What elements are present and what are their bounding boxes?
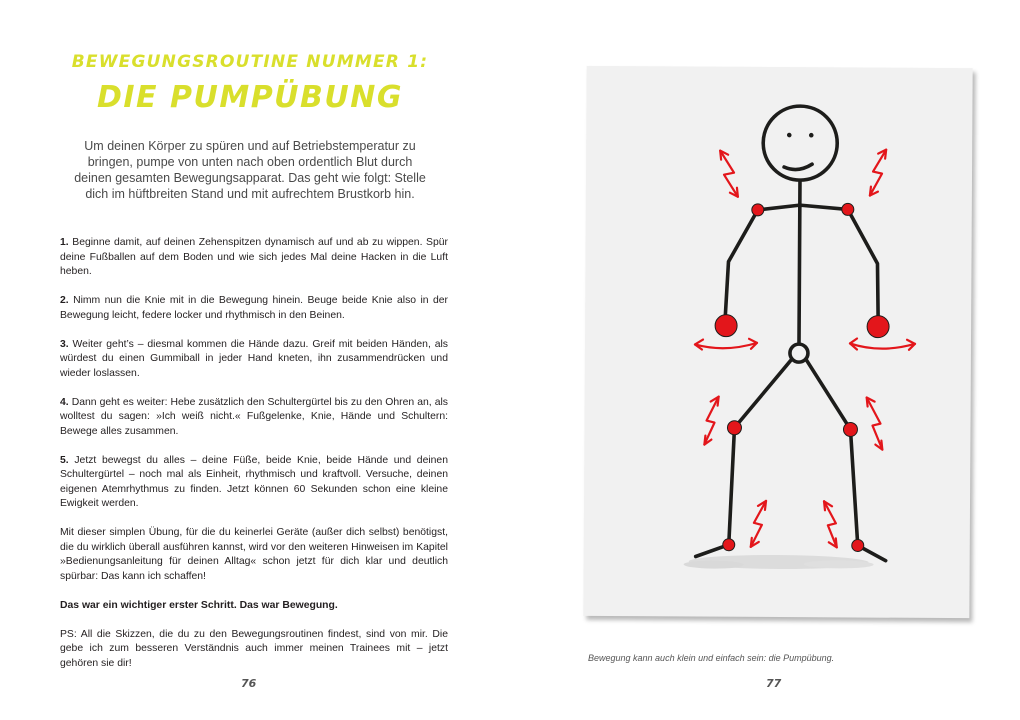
- left-knee-arrow: [704, 397, 718, 445]
- right-page: [510, 0, 1020, 720]
- joint-markers: [714, 203, 890, 552]
- step-number: 4.: [60, 396, 69, 408]
- step-number: 3.: [60, 338, 69, 350]
- left-shoulder-joint: [752, 204, 764, 216]
- eyes: [787, 133, 814, 138]
- right-knee-arrow: [866, 398, 882, 450]
- left-knee: [727, 421, 741, 435]
- right-ankle-arrow: [824, 501, 837, 547]
- smile: [784, 164, 812, 170]
- stick-figure-illustration: [583, 66, 972, 618]
- step-text: Beginne damit, auf deinen Zehenspitzen dynamisch auf und ab zu wippen. Spür deine Fußballen auf dem Boden und wie sich jedes Mal deine Hacken in die Luft heben.: [60, 237, 448, 277]
- step-text: Jetzt bewegst du alles – deine Füße, beide Knie, beide Hände und deinen Schultergürtel – noch mal als Einheit, rhythmisch und kraftvoll. Versuche, deinen eigenen Atemrhythmus zu finden. Jetzt können 60 Sekunden schon eine kleine Ewigkeit werden.: [60, 454, 448, 509]
- step-number: 1.: [60, 237, 69, 248]
- step-number: 5.: [60, 454, 69, 466]
- page-title: DIE PUMPÜBUNG: [96, 80, 403, 115]
- page-number-right: 77: [766, 677, 782, 690]
- intro-paragraph: Um deinen Körper zu spüren und auf Betriebstemperatur zu bringen, pumpe von unten nach oben ordentlich Blut durch deinen gesamten Bewegungsapparat. Das geht wie folgt: Stelle dich im hüftbreiten Stand und mit aufrechtem Brustkorb hin.: [74, 139, 426, 201]
- body-text: [60, 236, 448, 686]
- shoulders: [758, 205, 848, 211]
- page-number-left: 76: [241, 677, 257, 690]
- right-arm: [847, 209, 879, 319]
- ps-note: PS: All die Skizzen, die du zu den Bewegungsroutinen findest, sind von mir. Die gebe ich zum besseren Verständnis auch immer meinen Trainees mit – jetzt gehören sie dir!: [60, 628, 448, 669]
- right-shoulder-joint: [842, 203, 854, 215]
- right-ankle: [852, 539, 864, 551]
- step-text: Dann geht es weiter: Hebe zusätzlich den Schultergürtel bis zu den Ohren an, als wolltest du sagen: »Ich weiß nicht.« Fußgelenke, Knie, Hände und Schultern: Bewege alles zusammen.: [60, 396, 448, 437]
- spine: [799, 207, 800, 343]
- step-1: [60, 236, 448, 280]
- left-leg: [729, 359, 792, 545]
- right-hand-arrow: [850, 338, 915, 349]
- right-hand: [867, 316, 889, 338]
- step-5: [60, 454, 448, 512]
- step-text: Weiter geht’s – diesmal kommen die Hände dazu. Greif mit beiden Händen, als würdest du einen Gummiball in jeder Hand kneten, ihn zusammendrücken und wieder loslassen.: [60, 338, 448, 379]
- step-3: [60, 338, 448, 382]
- left-ankle-arrow: [751, 501, 766, 547]
- left-hand-arrow: [695, 338, 757, 349]
- step-text: Nimm nun die Knie mit in die Bewegung hinein. Beuge beide Knie also in der Bewegung leicht, federe locker und rhythmisch in den Beinen.: [60, 295, 448, 321]
- figure-caption: Bewegung kann auch klein und einfach sein: die Pumpübung.: [588, 653, 835, 663]
- bold-statement: Das war ein wichtiger erster Schritt. Das war Bewegung.: [60, 599, 338, 611]
- ground-shadow: [684, 554, 874, 569]
- sketch-card: [583, 66, 972, 618]
- left-hand: [715, 315, 737, 337]
- step-2: [60, 294, 448, 323]
- step-number: 2.: [60, 295, 69, 306]
- routine-kicker: BEWEGUNGSROUTINE NUMMER 1:: [71, 52, 429, 72]
- summary-paragraph: Mit dieser simplen Übung, für die du keinerlei Geräte (außer dich selbst) benötigst, die du wirklich überall ausführen kannst, wird vor den weiteren Hinweisen im Kapitel »Bedienungsanleitung für deinen Alltag« schon jetzt für dich klar und deutlich spürbar: Das kann ich schaffen!: [60, 527, 448, 582]
- left-shoulder-arrow: [720, 151, 738, 197]
- right-knee: [843, 422, 857, 436]
- left-arm: [725, 210, 758, 319]
- left-ankle: [723, 539, 735, 551]
- right-shoulder-arrow: [870, 150, 886, 196]
- step-4: [60, 396, 448, 440]
